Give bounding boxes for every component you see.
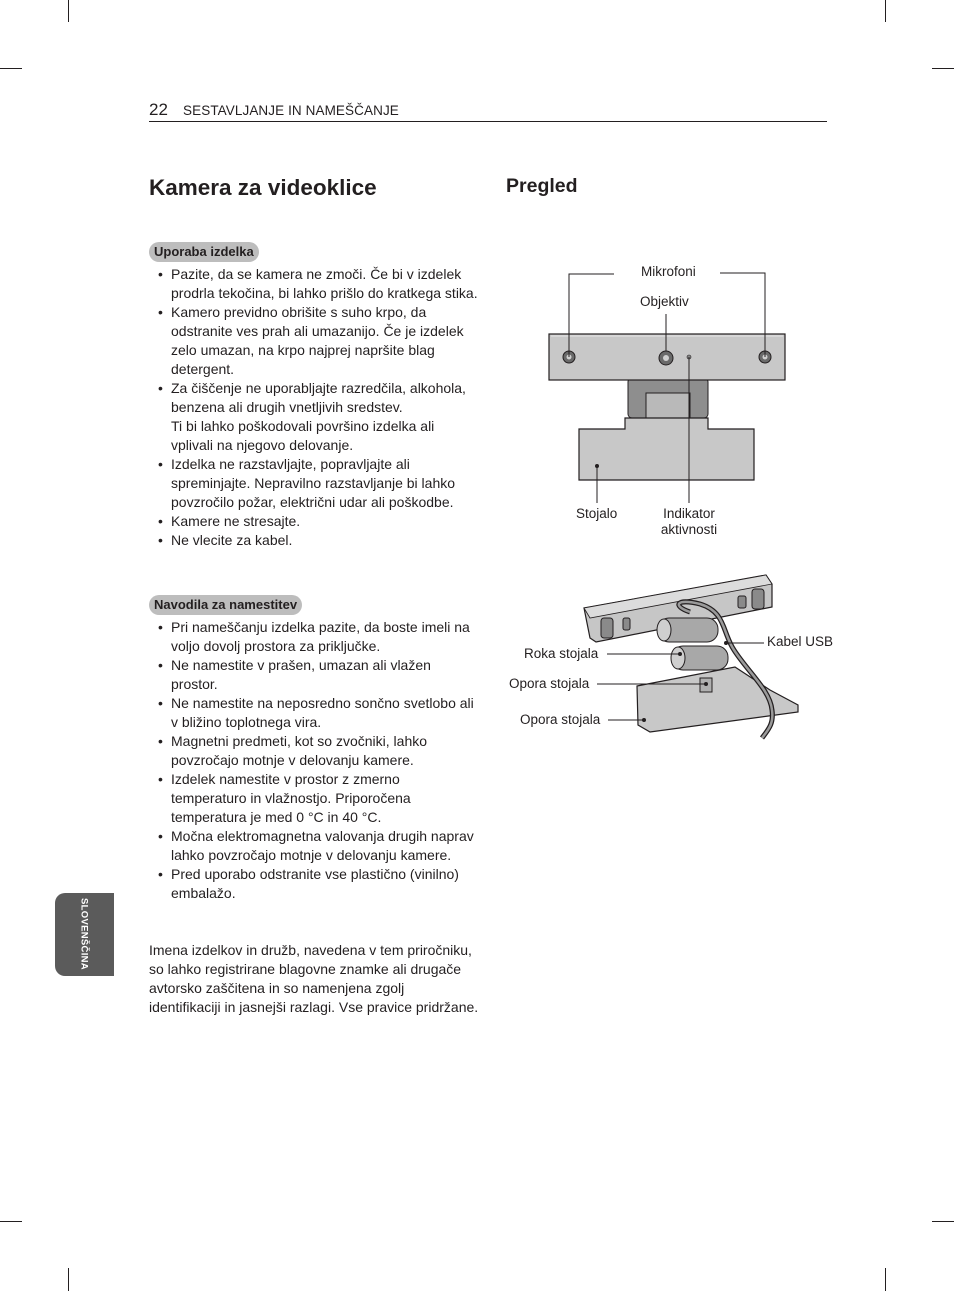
page-number: 22 [149,100,168,119]
list-item: • Ne namestite v prašen, umazan ali vlažen prostor. [149,656,479,694]
language-tab-label: SLOVENŠČINA [78,898,90,970]
list-item: • Ne namestite na neposredno sončno svetlobo ali v bližino toplotnega vira. [149,694,479,732]
trademark-note: Imena izdelkov in družb, navedena v tem priročniku, so lahko registrirane blagovne znamke ali drugače avtorsko zaščitena in so namenjena zgolj identifikaciji in jasnejši razlagi. Vse pravice pridržane. [149,942,479,1015]
list-item: • Magnetni predmeti, kot so zvočniki, lahko povzročajo motnje v delovanju kamere. [149,732,479,770]
list-item: • Izdelka ne razstavljajte, popravljajte ali spreminjajte. Nepravilno razstavljanje bi lahko povzročilo požar, električni udar ali poškodbe. [149,455,479,512]
section-header: SESTAVLJANJE IN NAMEŠČANJE [183,103,399,118]
list-item: • Ne vlecite za kabel. [149,531,479,550]
page-title: Kamera za videoklice [149,175,377,200]
install-heading: Navodila za namestitev [149,595,302,615]
label-stand-arm: Roka stojala [524,646,599,661]
list-item: • Močna elektromagnetna valovanja drugih naprav lahko povzročajo motnje v delovanju kamere. [149,827,479,865]
label-usb-cable: Kabel USB [767,634,834,649]
list-item: • Za čiščenje ne uporabljajte razredčila, alkohola, benzena ali drugih vnetljivih sredstev. Ti bi lahko poškodovali površino izdelka ali vplivali na njegovo delovanje. [149,379,479,455]
camera-side-view [584,575,798,738]
label-stand-support: Opora stojala [509,676,590,691]
label-stand: Stojalo [576,506,618,521]
list-item: • Izdelek namestite v prostor z zmerno temperaturo in vlažnostjo. Priporočena temperatura je med 0 °C in 40 °C. [149,770,479,827]
overview-title: Pregled [506,175,578,197]
usage-heading: Uporaba izdelka [149,242,259,262]
list-item: • Pazite, da se kamera ne zmoči. Če bi v izdelek prodrla tekočina, bi lahko prišlo do kratkega stika. [149,265,479,303]
list-item: • Pred uporabo odstranite vse plastično (vinilno) embalažo. [149,865,479,903]
label-microphones: Mikrofoni [641,264,696,279]
label-lens: Objektiv [640,294,689,309]
list-item: • Pri nameščanju izdelka pazite, da boste imeli na voljo dovolj prostora za priključke. [149,618,479,656]
label-stand-support: Opora stojala [520,712,601,727]
list-item: • Kamere ne stresajte. [149,512,479,531]
label-activity-indicator: Indikator aktivnosti [660,506,718,537]
list-item: • Kamero previdno obrišite s suho krpo, da odstranite ves prah ali umazanijo. Če je izdelek zelo umazan, na krpo najprej napršite blag detergent. [149,303,479,379]
